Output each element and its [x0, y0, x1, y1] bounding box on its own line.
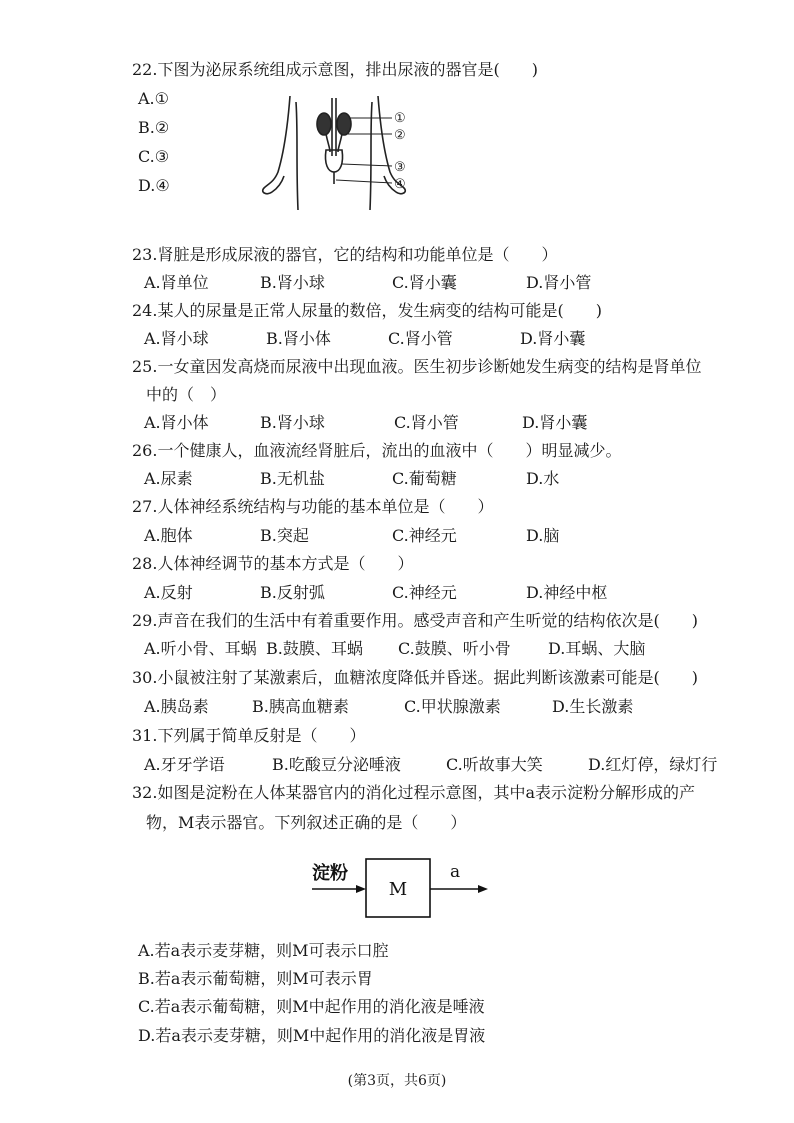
question-32-stem: 32.如图是淀粉在人体某器官内的消化过程示意图，其中a表示淀粉分解形成的产 [132, 783, 695, 802]
question-24-option-b: B.肾小体 [266, 329, 331, 348]
question-30-option-a: A.胰岛素 [144, 697, 209, 716]
question-27-stem: 27.人体神经系统结构与功能的基本单位是（ ） [132, 497, 494, 516]
question-25-option-a: A.肾小体 [144, 413, 209, 432]
question-25-stem-cont: 中的（ ） [146, 385, 227, 404]
question-22-option-a: A.① [138, 89, 169, 108]
question-22-option-d: D.④ [138, 176, 170, 195]
diagram-label-1: ① [394, 111, 406, 126]
question-24-option-c: C.肾小管 [388, 329, 453, 348]
question-28-options [144, 581, 744, 605]
question-23-options [144, 271, 744, 295]
question-32-option-a: A.若a表示麦芽糖，则M可表示口腔 [138, 941, 389, 960]
page-footer: (第3页，共6页) [347, 1073, 447, 1089]
organ-box-label: M [388, 879, 408, 900]
question-23-option-b: B.肾小球 [260, 273, 325, 292]
urinary-system-diagram [258, 92, 448, 224]
question-31-option-c: C.听故事大笑 [446, 755, 543, 774]
question-25-option-d: D.肾小囊 [522, 413, 588, 432]
question-23-stem: 23.肾脏是形成尿液的器官，它的结构和功能单位是（ ） [132, 245, 558, 264]
diagram-label-3: ③ [394, 160, 406, 175]
question-27-option-d: D.脑 [526, 526, 560, 545]
diagram-output-label: a [450, 862, 461, 882]
question-23-option-c: C.肾小囊 [392, 273, 457, 292]
diagram-label-4: ④ [394, 177, 406, 192]
question-31-stem: 31.下列属于简单反射是（ ） [132, 726, 366, 745]
question-31-option-a: A.牙牙学语 [144, 755, 225, 774]
question-31-option-b: B.吃酸豆分泌唾液 [272, 755, 401, 774]
question-23-option-a: A.肾单位 [144, 273, 209, 292]
question-22-option-c: C.③ [138, 147, 170, 166]
diagram-input-label: 淀粉 [312, 863, 348, 884]
question-26-option-b: B.无机盐 [260, 469, 325, 488]
question-26-option-a: A.尿素 [144, 469, 193, 488]
question-28-stem: 28.人体神经调节的基本方式是（ ） [132, 554, 414, 573]
diagram-label-2: ② [394, 128, 406, 143]
question-32-option-c: C.若a表示葡萄糖，则M中起作用的消化液是唾液 [138, 997, 485, 1016]
question-29-options [144, 637, 744, 661]
question-26-option-d: D.水 [526, 469, 560, 488]
question-29-option-d: D.耳蜗、大脑 [548, 639, 646, 658]
question-31-option-d: D.红灯停，绿灯行 [588, 755, 718, 774]
question-27-options [144, 524, 744, 548]
question-29-option-b: B.鼓膜、耳蜗 [266, 639, 363, 658]
question-30-option-d: D.生长激素 [552, 697, 634, 716]
question-32-stem-cont: 物，M表示器官。下列叙述正确的是（ ） [146, 813, 467, 832]
question-28-option-a: A.反射 [144, 583, 193, 602]
question-29-stem: 29.声音在我们的生活中有着重要作用。感受声音和产生听觉的结构依次是( ) [132, 611, 698, 630]
question-25-options [144, 411, 744, 435]
question-24-option-d: D.肾小囊 [520, 329, 586, 348]
question-28-option-b: B.反射弧 [260, 583, 325, 602]
question-30-options [144, 695, 744, 719]
starch-digestion-diagram [310, 855, 500, 925]
question-29-option-a: A.听小骨、耳蜗 [144, 639, 257, 658]
question-29-option-c: C.鼓膜、听小骨 [398, 639, 511, 658]
question-27-option-a: A.胞体 [144, 526, 193, 545]
question-27-option-c: C.神经元 [392, 526, 457, 545]
question-28-option-c: C.神经元 [392, 583, 457, 602]
question-26-option-c: C.葡萄糖 [392, 469, 457, 488]
question-30-option-b: B.胰高血糖素 [252, 697, 349, 716]
question-30-option-c: C.甲状腺激素 [404, 697, 501, 716]
question-25-stem: 25.一女童因发高烧而尿液中出现血液。医生初步诊断她发生病变的结构是肾单位 [132, 357, 702, 376]
question-23-option-d: D.肾小管 [526, 273, 592, 292]
question-25-option-b: B.肾小球 [260, 413, 325, 432]
question-24-options [144, 327, 744, 351]
question-26-options [144, 467, 744, 491]
question-27-option-b: B.突起 [260, 526, 309, 545]
question-22-stem: 22.下图为泌尿系统组成示意图，排出尿液的器官是( ) [132, 60, 538, 79]
question-24-stem: 24.某人的尿量是正常人尿量的数倍，发生病变的结构可能是( ) [132, 301, 602, 320]
question-22-option-b: B.② [138, 118, 170, 137]
question-32-option-d: D.若a表示麦芽糖，则M中起作用的消化液是胃液 [138, 1026, 486, 1045]
question-30-stem: 30.小鼠被注射了某激素后，血糖浓度降低并昏迷。据此判断该激素可能是( ) [132, 668, 698, 687]
question-31-options [144, 753, 744, 777]
question-24-option-a: A.肾小球 [144, 329, 209, 348]
question-26-stem: 26.一个健康人，血液流经肾脏后，流出的血液中（ ）明显减少。 [132, 441, 622, 460]
question-25-option-c: C.肾小管 [394, 413, 459, 432]
question-32-option-b: B.若a表示葡萄糖，则M可表示胃 [138, 969, 373, 988]
question-28-option-d: D.神经中枢 [526, 583, 608, 602]
